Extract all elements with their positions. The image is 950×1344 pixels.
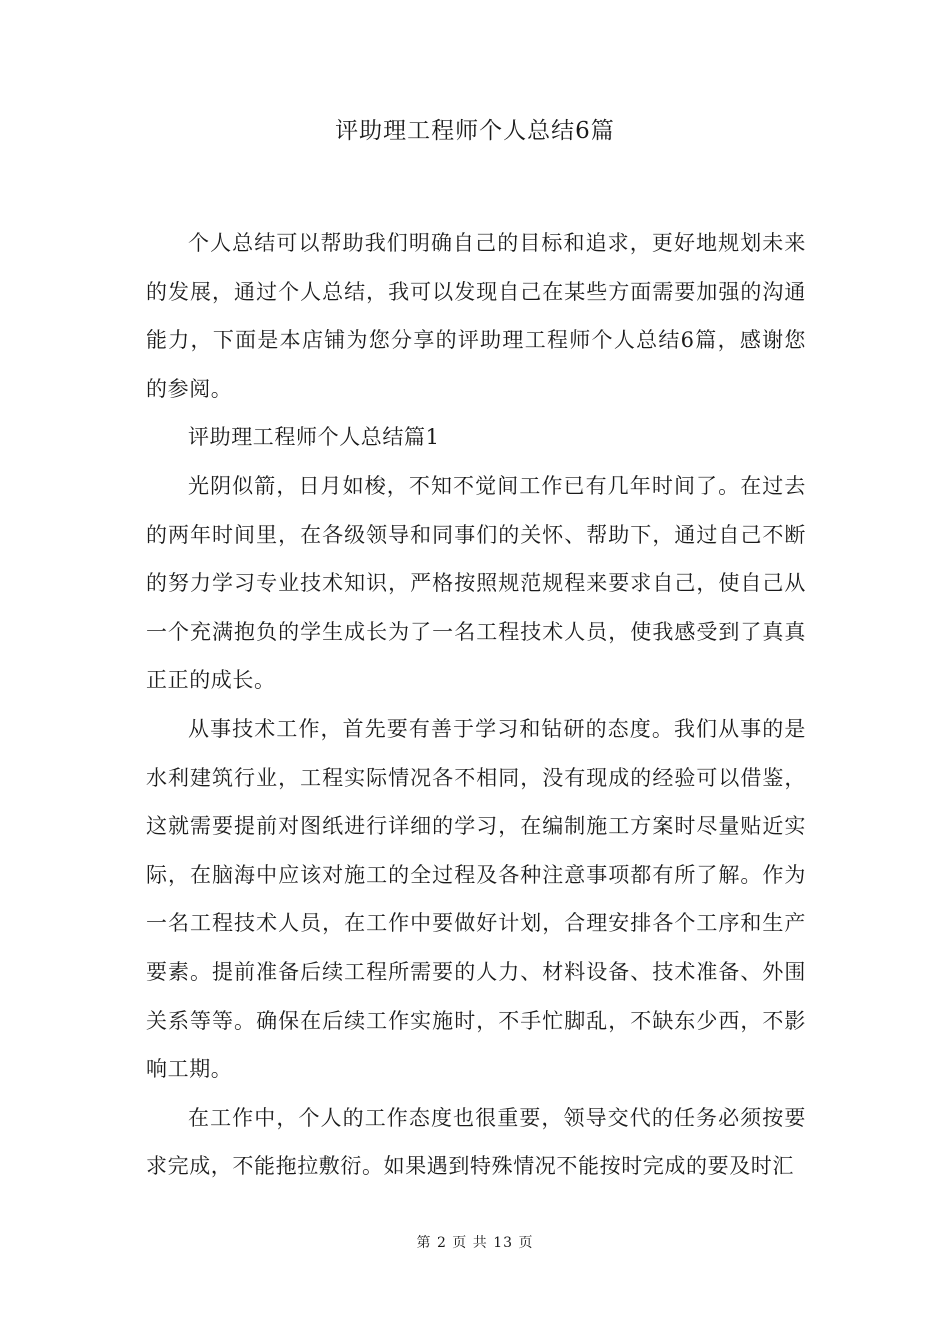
paragraph-intro: 个人总结可以帮助我们明确自己的目标和追求，更好地规划未来的发展，通过个人总结，我可以发现自己在某些方面需要加强的沟通能力，下面是本店铺为您分享的评助理工程师个人总结6篇，感谢您的参阅。 [146,231,806,401]
paragraph: 光阴似箭，日月如梭，不知不觉间工作已有几年时间了。在过去的两年时间里，在各级领导和同事们的关怀、帮助下，通过自己不断的努力学习专业技术知识，严格按照规范规程来要求自己，使自己从一个充满抱负的学生成长为了一名工程技术人员，使我感受到了真真正正的成长。 [146,473,806,693]
paragraph: 从事技术工作，首先要有善于学习和钻研的态度。我们从事的是水利建筑行业，工程实际情况各不相同，没有现成的经验可以借鉴，这就需要提前对图纸进行详细的学习，在编制施工方案时尽量贴近实际，在脑海中应该对施工的全过程及各种注意事项都有所了解。作为一名工程技术人员，在工作中要做好计划，合理安排各个工序和生产要素。提前准备后续工程所需要的人力、材料设备、技术准备、外围关系等等。确保在后续工作实施时，不手忙脚乱，不缺东少西，不影响工期。 [146,716,806,1082]
page-number: 第 2 页 共 13 页 [416,1235,534,1251]
document-title: 评助理工程师个人总结6篇 [335,118,615,144]
document-body [146,219,806,1191]
section-heading: 评助理工程师个人总结篇1 [188,425,440,450]
paragraph: 在工作中，个人的工作态度也很重要，领导交代的任务必须按要求完成，不能拖拉敷衍。如果遇到特殊情况不能按时完成的要及时汇 [146,1105,806,1179]
